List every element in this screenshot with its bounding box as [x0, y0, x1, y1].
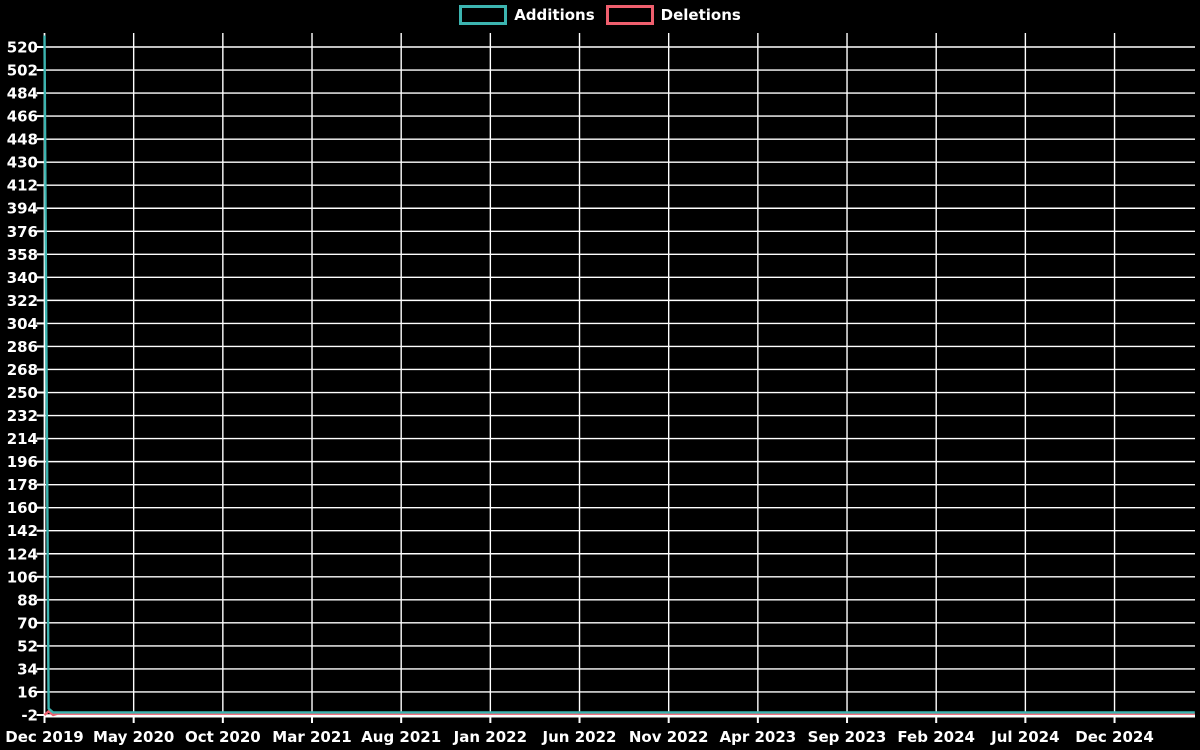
- y-tick-label: 520: [6, 38, 38, 57]
- y-tick-label: 268: [6, 360, 38, 379]
- x-tick-label: Feb 2024: [897, 728, 975, 746]
- x-tick-label: Mar 2021: [272, 728, 352, 746]
- x-tick-label: Jul 2024: [991, 728, 1060, 746]
- x-tick-label: Nov 2022: [628, 728, 709, 746]
- axis-ticks: [37, 47, 1115, 723]
- data-series: [45, 36, 1195, 716]
- x-tick-label: Dec 2024: [1075, 728, 1154, 746]
- y-tick-label: 430: [6, 153, 38, 172]
- y-tick-label: 70: [17, 614, 38, 633]
- axis-spines: [45, 33, 1196, 717]
- y-tick-label: 214: [6, 430, 38, 449]
- y-tick-label: 16: [17, 683, 38, 702]
- x-tick-label: May 2020: [92, 728, 175, 746]
- x-tick-label: Oct 2020: [184, 728, 261, 746]
- y-tick-label: 250: [6, 384, 38, 403]
- y-tick-label: 52: [17, 637, 38, 656]
- y-tick-label: 394: [6, 199, 38, 218]
- y-tick-label: 106: [6, 568, 38, 587]
- x-tick-label: Jun 2022: [542, 728, 617, 746]
- y-tick-label: 376: [6, 222, 38, 241]
- y-tick-label: 322: [6, 291, 38, 310]
- y-tick-label: 88: [17, 591, 38, 610]
- y-tick-label: 412: [6, 176, 38, 195]
- legend-label-deletions: Deletions: [660, 5, 741, 24]
- y-tick-label: 196: [6, 453, 38, 472]
- y-tick-label: 358: [6, 245, 38, 264]
- y-tick-label: -2: [21, 706, 38, 725]
- x-tick-label: Jan 2022: [453, 728, 528, 746]
- x-tick-label: Apr 2023: [719, 728, 797, 746]
- legend-label-additions: Additions: [514, 5, 595, 24]
- y-tick-label: 232: [6, 407, 38, 426]
- y-tick-label: 286: [6, 337, 38, 356]
- y-tick-label: 466: [6, 107, 38, 126]
- y-tick-label: 340: [6, 268, 38, 287]
- y-tick-label: 304: [6, 314, 38, 333]
- y-tick-label: 142: [6, 522, 38, 541]
- y-tick-label: 484: [6, 84, 38, 103]
- y-tick-label: 160: [6, 499, 38, 518]
- y-tick-label: 178: [6, 476, 38, 495]
- y-tick-label: 34: [17, 660, 38, 679]
- x-tick-label: Aug 2021: [361, 728, 442, 746]
- y-tick-label: 124: [6, 545, 38, 564]
- x-tick-label: Sep 2023: [807, 728, 887, 746]
- x-tick-label: Dec 2019: [5, 728, 84, 746]
- y-tick-label: 448: [6, 130, 38, 149]
- additions-line: [45, 36, 1195, 713]
- gridlines: [45, 33, 1196, 717]
- y-tick-label: 502: [6, 61, 38, 80]
